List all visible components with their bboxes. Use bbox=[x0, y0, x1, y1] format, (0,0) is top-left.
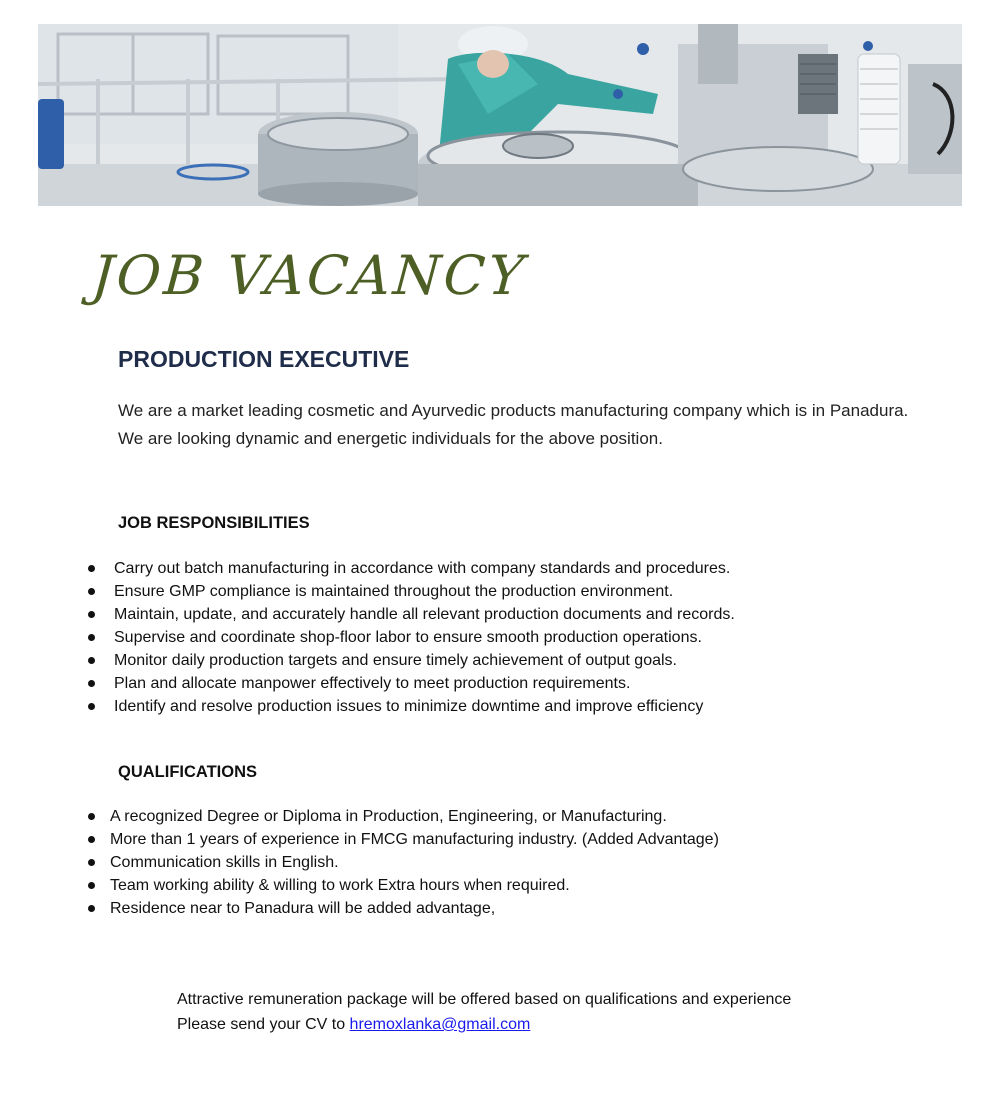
intro-line: We are a market leading cosmetic and Ayurvedic products manufacturing company which is in Panadura. bbox=[118, 401, 909, 420]
contact-prefix: Please send your CV to bbox=[177, 1016, 350, 1033]
list-item-text: Plan and allocate manpower effectively to meet production requirements. bbox=[114, 675, 631, 692]
list-item bbox=[88, 557, 735, 580]
list-item-text: Team working ability & willing to work Extra hours when required. bbox=[110, 877, 570, 894]
bullet-icon bbox=[88, 882, 95, 889]
responsibilities-list bbox=[88, 557, 735, 718]
list-item bbox=[88, 626, 735, 649]
bullet-icon bbox=[88, 565, 95, 572]
list-item-text: Supervise and coordinate shop-floor labor to ensure smooth production operations. bbox=[114, 629, 702, 646]
bullet-icon bbox=[88, 680, 95, 687]
list-item-text: Carry out batch manufacturing in accordance with company standards and procedures. bbox=[114, 560, 731, 577]
list-item-text: A recognized Degree or Diploma in Production, Engineering, or Manufacturing. bbox=[110, 808, 667, 825]
bullet-icon bbox=[88, 813, 95, 820]
page-title: JOB VACANCY bbox=[89, 244, 529, 307]
list-item bbox=[88, 580, 735, 603]
bullet-icon bbox=[88, 657, 95, 664]
list-item-text: Maintain, update, and accurately handle all relevant production documents and records. bbox=[114, 606, 735, 623]
list-item-text: Ensure GMP compliance is maintained throughout the production environment. bbox=[114, 583, 674, 600]
email-link[interactable]: hremoxlanka@gmail.com bbox=[349, 1016, 531, 1033]
list-item-text: Communication skills in English. bbox=[110, 854, 339, 871]
job-title: PRODUCTION EXECUTIVE bbox=[118, 346, 410, 372]
list-item bbox=[88, 603, 735, 626]
intro-paragraph bbox=[118, 397, 908, 453]
contact-line bbox=[177, 1012, 791, 1037]
list-item bbox=[88, 851, 719, 874]
bullet-icon bbox=[88, 859, 95, 866]
list-item bbox=[88, 897, 719, 920]
list-item bbox=[88, 828, 719, 851]
bullet-icon bbox=[88, 703, 95, 710]
bullet-icon bbox=[88, 634, 95, 641]
list-item bbox=[88, 649, 735, 672]
closing-note bbox=[177, 987, 791, 1037]
list-item-text: Residence near to Panadura will be added advantage, bbox=[110, 900, 496, 917]
list-item bbox=[88, 672, 735, 695]
bullet-icon bbox=[88, 836, 95, 843]
list-item bbox=[88, 874, 719, 897]
list-item bbox=[88, 695, 735, 718]
bullet-icon bbox=[88, 905, 95, 912]
list-item-text: Monitor daily production targets and ensure timely achievement of output goals. bbox=[114, 652, 677, 669]
bullet-icon bbox=[88, 611, 95, 618]
remuneration-text: Attractive remuneration package will be offered based on qualifications and experience bbox=[177, 991, 792, 1008]
list-item bbox=[88, 805, 719, 828]
list-item-text: Identify and resolve production issues to minimize downtime and improve efficiency bbox=[114, 698, 704, 715]
intro-line: We are looking dynamic and energetic individuals for the above position. bbox=[118, 429, 663, 448]
list-item-text: More than 1 years of experience in FMCG manufacturing industry. (Added Advantage) bbox=[110, 831, 719, 848]
responsibilities-heading: JOB RESPONSIBILITIES bbox=[118, 514, 310, 532]
qualifications-list bbox=[88, 805, 719, 920]
bullet-icon bbox=[88, 588, 95, 595]
cleanroom-illustration bbox=[38, 24, 962, 206]
banner-photo bbox=[38, 24, 962, 206]
qualifications-heading: QUALIFICATIONS bbox=[118, 763, 258, 781]
